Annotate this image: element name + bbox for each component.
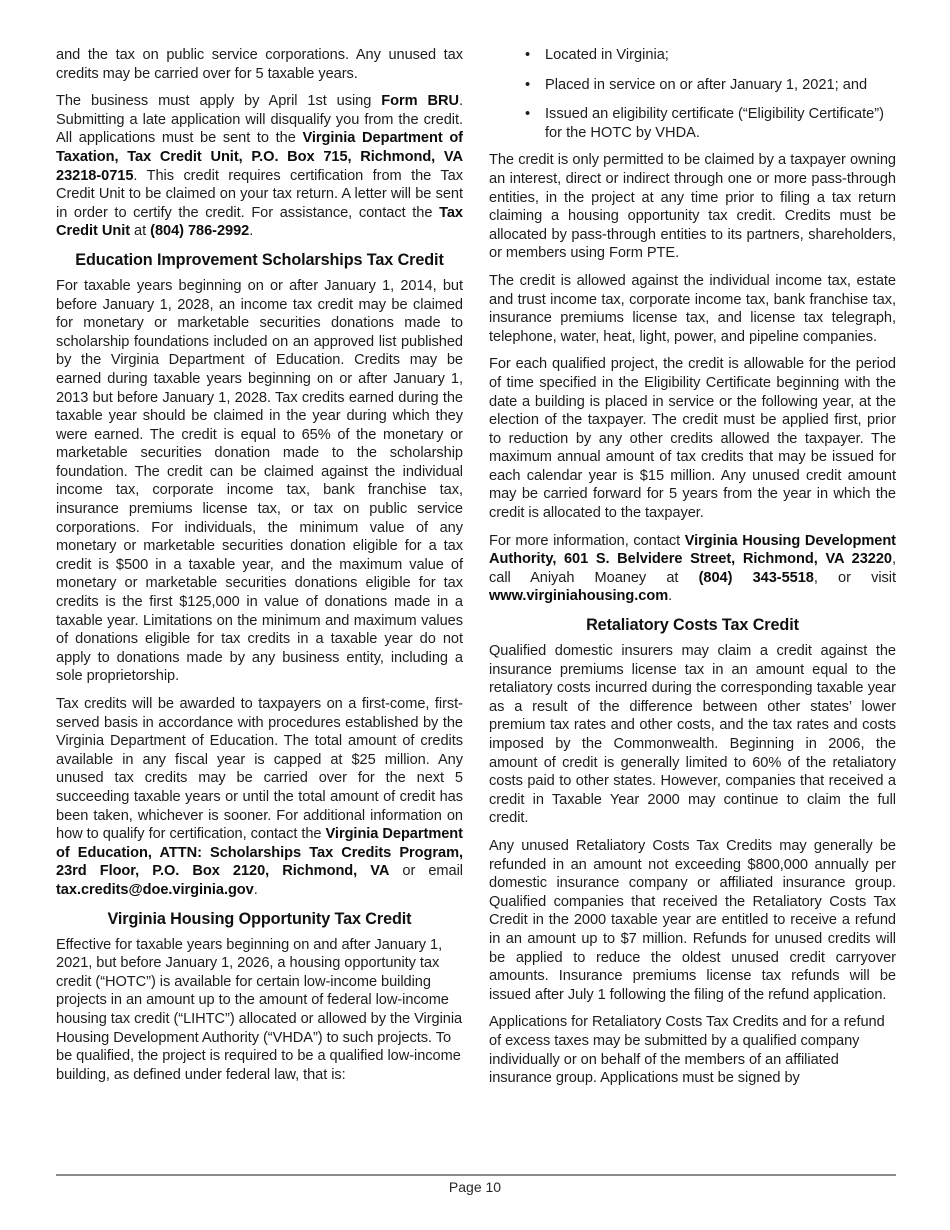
left-column	[56, 46, 463, 1093]
right-column	[489, 46, 896, 1097]
heading-virginia-housing-opportunity-tax-credit: Virginia Housing Opportunity Tax Credit	[107, 909, 412, 928]
list-item-label: Issued an eligibility certificate (“Eligibility Certificate”) for the HOTC by VHDA.	[545, 106, 885, 141]
bullet-point-icon: •	[525, 106, 531, 123]
bullet-point-icon: •	[525, 47, 531, 63]
paragraph-hotc-allowed-against: The credit is allowed against the individual income tax, estate and trust income tax, corporate income tax, bank franchise tax, insurance premiums license tax, and license tax telegraph, telephone, water, heat, light, power, and pipeline companies.	[489, 272, 896, 345]
paragraph-retaliatory-overview: Qualified domestic insurers may claim a credit against the insurance premiums license tax in an amount equal to the retaliatory costs incurred during the corresponding taxable year as a result of the difference between other states’ lower premium tax rates and other costs, and the tax rates and costs imposed by the Commonwealth. Beginning in 2006, the amount of credit is generally limited to 60% of the retaliatory costs paid to other states. However, companies that received a credit in Taxable Year 2000 may continue to claim the full credit.	[489, 643, 896, 827]
list-item	[489, 105, 896, 142]
bullet-point-icon: •	[525, 76, 531, 93]
list-item	[489, 46, 896, 65]
list-item-label: Placed in service on or after January 1, 2021; and	[545, 76, 868, 93]
paragraph-retaliatory-refunds: Any unused Retaliatory Costs Tax Credits may generally be refunded in an amount not exceeding $800,000 annually per domestic insurance company or affiliated insurance group. Qualified companies that received the Retaliatory Costs Tax Credit in the 2000 taxable year are entitled to receive a refund in an amount up to $7 million. Refunds for unused credits will be applied to reduce the oldest unused credit carryover amounts. Insurance premiums license tax refunds will be issued after July 1 following the filing of the refund application.	[489, 837, 896, 1003]
list-item-label: Located in Virginia;	[545, 47, 669, 63]
paragraph-eiste-awards-and-contact: Tax credits will be awarded to taxpayers on a first-come, first-served basis in accordance with procedures established by the Virginia Department of Education. The total amount of credits available in any fiscal year is capped at $25 million. Any unused tax credits may be carried over for the next 5 succeeding taxable years or until the total amount of credit has been taken, whichever is sooner. For additional information on how to qualify for certification, contact the Virginia Department of Education, ATTN: Scholarships Tax Credits Program, 23rd Floor, P.O. Box 2120, Richmond, VA or email tax.credits@doe.virginia.gov.	[56, 696, 463, 898]
paragraph-form-bru-application: The business must apply by April 1st using Form BRU. Submitting a late application will disqualify you from the credit. All applications must be sent to the Virginia Department of Taxation, Tax Credit Unit, P.O. Box 715, Richmond, VA 23218-0715. This credit requires certification from the Tax Credit Unit to be claimed on your tax return. A letter will be sent in order to certify the credit. For assistance, contact the Tax Credit Unit at (804) 786-2992.	[56, 93, 463, 240]
paragraph-hotc-allowable-period: For each qualified project, the credit is allowable for the period of time specified in the Eligibility Certificate beginning with the date a building is placed in service or the following year, at the election of the taxpayer. The credit must be applied first, prior to reduction by any other credits allowed the taxpayer. The maximum annual amount of tax credits that may be issued for each calendar year is $15 million. Any unused credit amount may be carried forward for 5 years from the year in which the credit is allocated to the taxpayer.	[489, 356, 896, 522]
paragraph-hotc-overview: Effective for taxable years beginning on and after January 1, 2021, but before January 1, 2026, a housing opportunity tax credit (“HOTC”) is available for certain low-income building projects in an amount up to the amount of federal low-income housing tax credit (“LIHTC”) allocated or allowed by the Virginia Housing Development Authority (“VHDA”) to such projects. To be qualified, the project is required to be a qualified low-income building, as defined under federal law, that is:	[56, 936, 463, 1083]
page-number-footer: Page 10	[448, 1179, 502, 1195]
footer-divider-rule	[56, 1174, 896, 1176]
paragraph-hotc-claiming-taxpayer: The credit is only permitted to be claimed by a taxpayer owning an interest, direct or indirect through one or more pass-through entities, in the project at any time prior to filing a tax return claiming a housing opportunity tax credit. Credits must be allocated by pass-through entities to its partners, shareholders, or members using Form PTE.	[489, 152, 896, 262]
paragraph-carryover-5-years: and the tax on public service corporations. Any unused tax credits may be carried over for 5 taxable years.	[56, 47, 463, 82]
paragraph-retaliatory-applications: Applications for Retaliatory Costs Tax Credits and for a refund of excess taxes may be submitted by a qualified company individually or on behalf of the members of an affiliated insurance group. Applications must be signed by	[489, 1014, 885, 1087]
list-item	[489, 76, 896, 95]
two-column-body	[56, 46, 896, 1121]
heading-retaliatory-costs-tax-credit: Retaliatory Costs Tax Credit	[586, 616, 799, 635]
paragraph-hotc-contact: For more information, contact Virginia Housing Development Authority, 601 S. Belvidere Street, Richmond, VA 23220, call Aniyah Moaney at (804) 343-5518, or visit www.virginiahousing.com.	[489, 532, 896, 605]
heading-education-improvement-scholarships-tax-credit: Education Improvement Scholarships Tax Credit	[75, 250, 444, 269]
list-hotc-qualification-criteria	[489, 46, 896, 142]
paragraph-eiste-overview: For taxable years beginning on or after January 1, 2014, but before January 1, 2028, an income tax credit may be claimed for monetary or marketable securities donations made to scholarship foundations included on an approved list published by the Virginia Department of Education. Credits may be earned during taxable years beginning on or after January 1, 2013 but before January 1, 2028. Tax credits earned during the taxable year should be claimed in the year during which they were earned. The credit is equal to 65% of the monetary or marketable securities donation made to the scholarship foundation. The credit can be claimed against the individual income tax, corporate income tax, bank franchise tax, insurance premiums license tax, or tax on public service corporations. For individuals, the minimum value of any monetary or marketable securities donation eligible for a tax credit is $500 in a taxable year, and the maximum value of monetary or marketable securities donations eligible for tax credits is the first $125,000 in value of donations made in a taxable year. Limitations on the minimum and maximum values of donations eligible for tax credits in a taxable year do not apply to donations made by any business entity, including a sole proprietorship.	[56, 277, 463, 685]
